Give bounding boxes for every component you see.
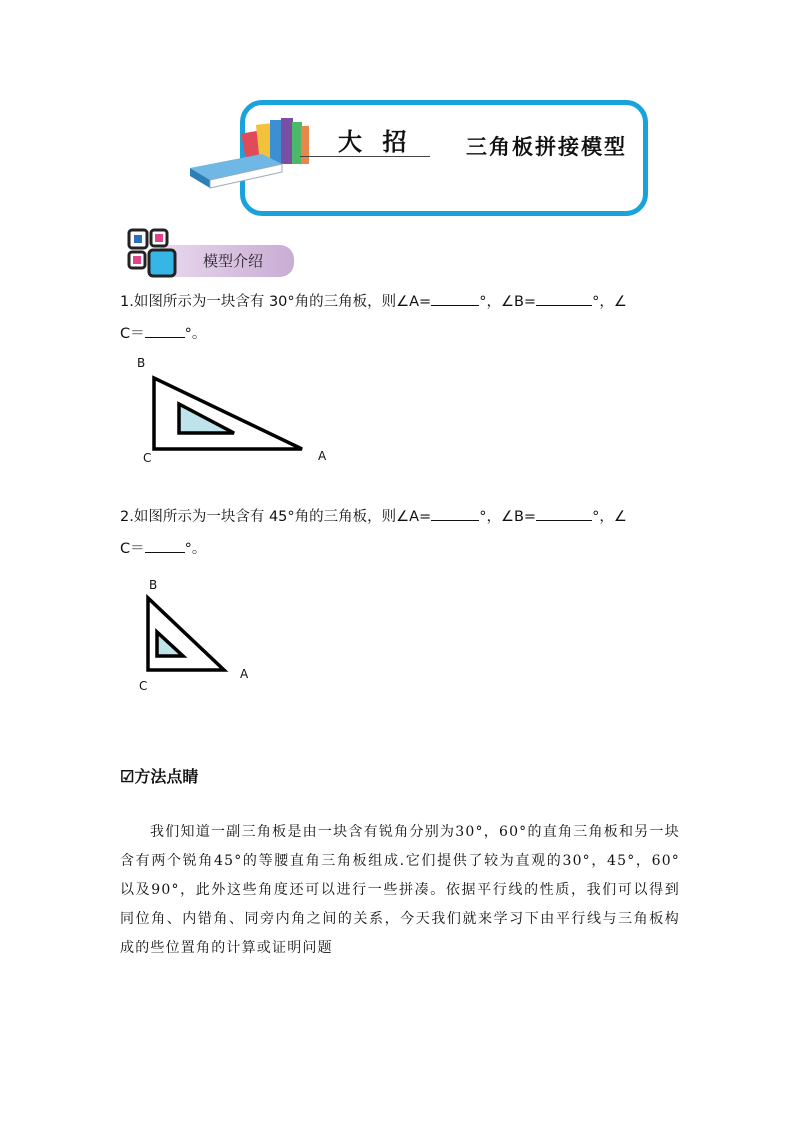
q2-text-c: °，∠ (592, 509, 627, 525)
q1-vertex-c: C (143, 451, 152, 465)
q1-text-d: C＝ (120, 326, 145, 342)
q1-text-a: 1.如图所示为一块含有 30°角的三角板，则∠A= (120, 294, 432, 310)
banner-subtitle: 三角板拼接模型 (466, 134, 627, 159)
triangle-45-figure (140, 592, 236, 676)
section-label: 模型介绍 (203, 252, 264, 270)
q2-text-d: C＝ (120, 541, 145, 557)
q2-text-a: 2.如图所示为一块含有 45°角的三角板，则∠A= (120, 509, 432, 525)
q2-answer-c-blank[interactable] (145, 538, 185, 553)
method-heading: ☑方法点睛 (120, 767, 199, 786)
grid-squares-icon (127, 228, 179, 278)
q1-vertex-a: A (318, 449, 327, 463)
q2-answer-b-blank[interactable] (536, 506, 592, 521)
q1-text-e: °。 (184, 326, 207, 342)
question-2-line-2 (120, 536, 206, 562)
q1-text-b: °，∠B= (479, 294, 537, 310)
q2-vertex-b: B (149, 578, 158, 592)
q1-vertex-b: B (137, 356, 146, 370)
question-1-line-2 (120, 321, 206, 347)
q1-answer-c-blank[interactable] (145, 323, 185, 338)
banner-divider (300, 156, 430, 157)
q2-text-b: °，∠B= (479, 509, 537, 525)
banner-title: 大 招 (338, 127, 413, 156)
q1-answer-a-blank[interactable] (431, 291, 479, 306)
q2-text-e: °。 (184, 541, 207, 557)
question-2-line-1 (120, 504, 627, 530)
q1-text-c: °，∠ (592, 294, 627, 310)
books-icon (186, 106, 316, 190)
method-paragraph: 我们知道一副三角板是由一块含有锐角分别为30°，60°的直角三角板和另一块含有两个锐角45°的等腰直角三角板组成.它们提供了较为直观的30°，45°，60°以及90°，此外这些角度还可以进行一些拼凑。依据平行线的性质，我们可以得到同位角、内错角、同旁内角之间的关系，今天我们就来学习下由平行线与三角板构成的些位置角的计算或证明问题 (120, 824, 680, 956)
q2-vertex-a: A (240, 667, 249, 681)
q1-answer-b-blank[interactable] (536, 291, 592, 306)
q2-vertex-c: C (139, 679, 148, 693)
triangle-30-figure (140, 370, 310, 456)
q2-answer-a-blank[interactable] (431, 506, 479, 521)
question-1-line-1 (120, 289, 627, 315)
